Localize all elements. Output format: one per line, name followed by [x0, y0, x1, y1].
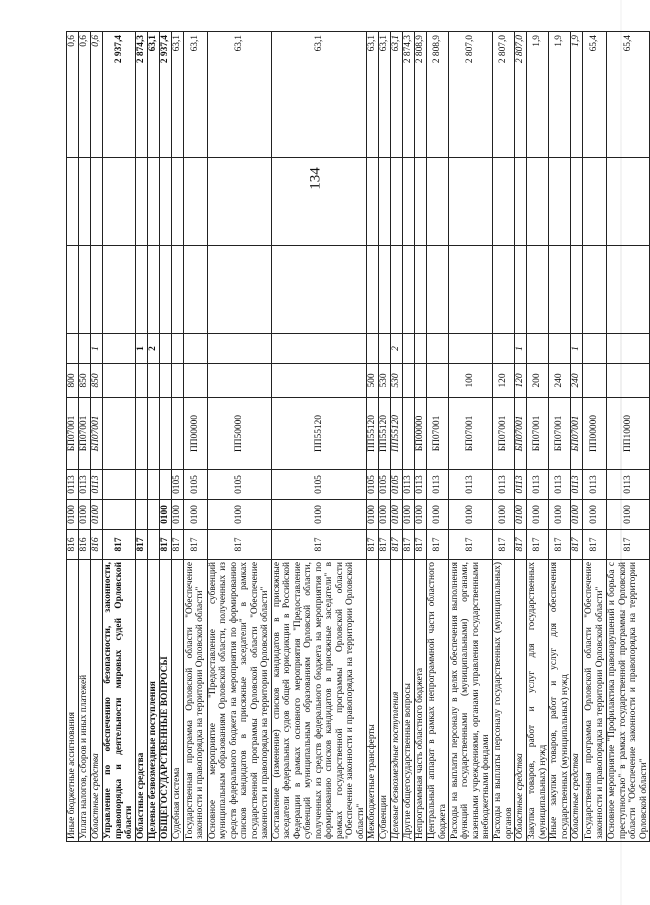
amount-cell: 2 807,0	[493, 32, 515, 158]
expense-type-cell: 240	[571, 364, 583, 398]
table-body	[67, 32, 650, 842]
subsection-code-cell: 0113	[515, 470, 527, 500]
table-row	[493, 32, 515, 842]
ministry-code-cell: 817	[427, 530, 449, 560]
amount-cell: 63,1	[171, 32, 183, 158]
row-name-cell: ОБЩЕГОСУДАРСТВЕННЫЕ ВОПРОСЫ	[159, 560, 171, 842]
target-article-cell: ПП00000	[183, 398, 207, 470]
row-name-cell: Государственная программа Орловской области "Обеспечение законности и правопорядка на территории Орловской области"	[583, 560, 607, 842]
expense-type-cell	[147, 364, 159, 398]
empty-col-2-cell	[79, 158, 91, 246]
empty-col-2-cell	[207, 158, 271, 246]
expense-type-cell: 530	[391, 364, 403, 398]
table-row	[103, 32, 136, 842]
funding-source-cell	[207, 334, 271, 364]
target-article-cell	[159, 398, 171, 470]
empty-col-1-cell	[415, 246, 427, 334]
section-code-cell: 0100	[367, 500, 379, 530]
funding-source-cell: 1	[515, 334, 527, 364]
ministry-code-cell: 817	[367, 530, 379, 560]
funding-source-cell	[367, 334, 379, 364]
table-row	[607, 32, 650, 842]
ministry-code-cell: 817	[271, 530, 367, 560]
expense-type-cell	[607, 364, 650, 398]
empty-col-2-cell	[67, 158, 79, 246]
row-name-cell: Составление (изменение) списков кандидатов в присяжные заседатели федеральных судов общей юрисдикции в Российской Федерации в рамках основного мероприятия "Предоставление субвенций муниципальным образованиям Орловской области, полученных из средств федерального бюджета на мероприятия по формированию списков кандидатов в присяжные заседатели" в рамках государственной программы Орловской области "Обеспечение законности и правопорядка на территории Орловской области"	[271, 560, 367, 842]
expense-type-cell: 120	[493, 364, 515, 398]
expense-type-cell: 100	[449, 364, 493, 398]
amount-cell: 0,6	[91, 32, 103, 158]
section-code-cell: 0100	[91, 500, 103, 530]
amount-cell: 65,4	[607, 32, 650, 158]
table-row	[147, 32, 159, 842]
empty-col-1-cell	[159, 246, 171, 334]
amount-cell: 2 807,0	[515, 32, 527, 158]
target-article-cell: БП07001	[515, 398, 527, 470]
target-article-cell: ПП10000	[607, 398, 650, 470]
expense-type-cell	[171, 364, 183, 398]
ministry-code-cell: 817	[515, 530, 527, 560]
table-row	[515, 32, 527, 842]
empty-col-2-cell	[147, 158, 159, 246]
ministry-code-cell: 816	[79, 530, 91, 560]
ministry-code-cell: 817	[549, 530, 571, 560]
section-code-cell: 0100	[493, 500, 515, 530]
ministry-code-cell: 817	[493, 530, 515, 560]
funding-source-cell	[379, 334, 391, 364]
target-article-cell	[103, 398, 136, 470]
subsection-code-cell	[147, 470, 159, 500]
funding-source-cell: 1	[571, 334, 583, 364]
amount-cell: 0,6	[67, 32, 79, 158]
ministry-code-cell: 817	[403, 530, 415, 560]
funding-source-cell	[493, 334, 515, 364]
target-article-cell: ПП50000	[207, 398, 271, 470]
page-number: 134	[307, 167, 324, 190]
section-code-cell: 0100	[391, 500, 403, 530]
subsection-code-cell: 0105	[367, 470, 379, 500]
empty-col-1-cell	[571, 246, 583, 334]
amount-cell: 2 808,9	[427, 32, 449, 158]
empty-col-2-cell	[391, 158, 403, 246]
target-article-cell	[403, 398, 415, 470]
funding-source-cell	[183, 334, 207, 364]
empty-col-1-cell	[367, 246, 379, 334]
empty-col-2-cell	[515, 158, 527, 246]
ministry-code-cell: 817	[391, 530, 403, 560]
subsection-code-cell: 0105	[391, 470, 403, 500]
funding-source-cell	[607, 334, 650, 364]
empty-col-2-cell	[607, 158, 650, 246]
amount-cell: 1,9	[549, 32, 571, 158]
subsection-code-cell: 0113	[427, 470, 449, 500]
table-row	[271, 32, 367, 842]
empty-col-2-cell	[549, 158, 571, 246]
section-code-cell: 0100	[159, 500, 171, 530]
empty-col-2-cell	[271, 158, 367, 246]
amount-cell: 63,1	[391, 32, 403, 158]
section-code-cell: 0100	[271, 500, 367, 530]
section-code-cell: 0100	[449, 500, 493, 530]
target-article-cell	[147, 398, 159, 470]
section-code-cell: 0100	[79, 500, 91, 530]
subsection-code-cell: 0105	[183, 470, 207, 500]
funding-source-cell	[67, 334, 79, 364]
target-article-cell	[135, 398, 147, 470]
row-name-cell: Иные закупки товаров, работ и услуг для обеспечения государственных (муниципальных) нужд	[549, 560, 571, 842]
table-row	[171, 32, 183, 842]
section-code-cell: 0100	[67, 500, 79, 530]
table-row	[207, 32, 271, 842]
row-name-cell: Целевые безвозмездные поступления	[391, 560, 403, 842]
empty-col-1-cell	[403, 246, 415, 334]
amount-cell: 2 937,4	[103, 32, 136, 158]
rotated-table-container	[66, 32, 649, 842]
empty-col-1-cell	[67, 246, 79, 334]
empty-col-2-cell	[159, 158, 171, 246]
budget-table	[66, 31, 650, 842]
table-row	[527, 32, 549, 842]
table-row	[583, 32, 607, 842]
section-code-cell: 0100	[583, 500, 607, 530]
target-article-cell: БП07001	[527, 398, 549, 470]
expense-type-cell	[271, 364, 367, 398]
section-code-cell: 0100	[415, 500, 427, 530]
empty-col-1-cell	[493, 246, 515, 334]
expense-type-cell	[415, 364, 427, 398]
funding-source-cell	[427, 334, 449, 364]
empty-col-2-cell	[367, 158, 379, 246]
target-article-cell: ПП00000	[583, 398, 607, 470]
section-code-cell: 0100	[171, 500, 183, 530]
empty-col-2-cell	[527, 158, 549, 246]
section-code-cell: 0100	[571, 500, 583, 530]
expense-type-cell: 530	[379, 364, 391, 398]
row-name-cell: Закупка товаров, работ и услуг для государственных (муниципальных) нужд	[527, 560, 549, 842]
amount-cell: 2 937,4	[159, 32, 171, 158]
empty-col-1-cell	[379, 246, 391, 334]
subsection-code-cell	[159, 470, 171, 500]
amount-cell: 63,1	[147, 32, 159, 158]
expense-type-cell	[427, 364, 449, 398]
empty-col-2-cell	[135, 158, 147, 246]
row-name-cell: Основное мероприятие "Профилактика правонарушений и борьба с преступностью" в рамках государственной программы Орловской области "Обеспечение законности и правопорядка на территории Орловской области"	[607, 560, 650, 842]
subsection-code-cell: 0113	[607, 470, 650, 500]
expense-type-cell	[183, 364, 207, 398]
amount-cell: 63,1	[207, 32, 271, 158]
subsection-code-cell: 0113	[583, 470, 607, 500]
empty-col-1-cell	[91, 246, 103, 334]
expense-type-cell	[159, 364, 171, 398]
ministry-code-cell: 817	[171, 530, 183, 560]
funding-source-cell	[103, 334, 136, 364]
funding-source-cell: 2	[147, 334, 159, 364]
expense-type-cell	[135, 364, 147, 398]
target-article-cell: ПП55120	[367, 398, 379, 470]
empty-col-1-cell	[583, 246, 607, 334]
subsection-code-cell: 0113	[415, 470, 427, 500]
empty-col-1-cell	[527, 246, 549, 334]
table-row	[135, 32, 147, 842]
section-code-cell: 0100	[183, 500, 207, 530]
row-name-cell: Уплата налогов, сборов и иных платежей	[79, 560, 91, 842]
empty-col-2-cell	[583, 158, 607, 246]
empty-col-2-cell	[379, 158, 391, 246]
ministry-code-cell: 816	[91, 530, 103, 560]
target-article-cell: ПП55120	[391, 398, 403, 470]
table-row	[391, 32, 403, 842]
amount-cell: 63,1	[367, 32, 379, 158]
empty-col-1-cell	[207, 246, 271, 334]
funding-source-cell	[583, 334, 607, 364]
funding-source-cell: 1	[91, 334, 103, 364]
ministry-code-cell: 817	[571, 530, 583, 560]
expense-type-cell	[103, 364, 136, 398]
amount-cell: 1,9	[527, 32, 549, 158]
table-row	[91, 32, 103, 842]
expense-type-cell	[207, 364, 271, 398]
amount-cell: 2 874,3	[403, 32, 415, 158]
target-article-cell: ПП55120	[271, 398, 367, 470]
expense-type-cell	[403, 364, 415, 398]
funding-source-cell	[549, 334, 571, 364]
empty-col-1-cell	[79, 246, 91, 334]
expense-type-cell: 500	[367, 364, 379, 398]
expense-type-cell: 850	[79, 364, 91, 398]
row-name-cell: Непрограммная часть областного бюджета	[415, 560, 427, 842]
empty-col-2-cell	[103, 158, 136, 246]
empty-col-1-cell	[449, 246, 493, 334]
table-row	[67, 32, 79, 842]
row-name-cell: Областные средства	[571, 560, 583, 842]
row-name-cell: Расходы на выплаты персоналу в целях обеспечения выполнения функций государственными (муниципальными) органами, казенными учреждениями, органами управления государственными внебюджетными фондами	[449, 560, 493, 842]
empty-col-2-cell	[403, 158, 415, 246]
empty-col-2-cell	[183, 158, 207, 246]
amount-cell: 63,1	[271, 32, 367, 158]
section-code-cell: 0100	[207, 500, 271, 530]
empty-col-1-cell	[391, 246, 403, 334]
empty-col-1-cell	[515, 246, 527, 334]
ministry-code-cell: 817	[583, 530, 607, 560]
target-article-cell: БП07001	[67, 398, 79, 470]
ministry-code-cell: 817	[379, 530, 391, 560]
amount-cell: 63,1	[183, 32, 207, 158]
table-row	[549, 32, 571, 842]
funding-source-cell	[271, 334, 367, 364]
subsection-code-cell: 0105	[171, 470, 183, 500]
target-article-cell: БП00000	[415, 398, 427, 470]
empty-col-2-cell	[171, 158, 183, 246]
section-code-cell	[135, 500, 147, 530]
funding-source-cell: 2	[391, 334, 403, 364]
table-row	[403, 32, 415, 842]
empty-col-1-cell	[607, 246, 650, 334]
funding-source-cell	[171, 334, 183, 364]
subsection-code-cell: 0105	[271, 470, 367, 500]
empty-col-1-cell	[147, 246, 159, 334]
funding-source-cell	[415, 334, 427, 364]
empty-col-1-cell	[427, 246, 449, 334]
funding-source-cell: 1	[135, 334, 147, 364]
subsection-code-cell	[135, 470, 147, 500]
ministry-code-cell: 817	[183, 530, 207, 560]
empty-col-2-cell	[91, 158, 103, 246]
table-row	[159, 32, 171, 842]
target-article-cell: БП07001	[91, 398, 103, 470]
table-row	[183, 32, 207, 842]
ministry-code-cell: 817	[527, 530, 549, 560]
empty-col-1-cell	[171, 246, 183, 334]
subsection-code-cell: 0105	[207, 470, 271, 500]
subsection-code-cell: 0113	[493, 470, 515, 500]
table-row	[415, 32, 427, 842]
target-article-cell: БП07001	[79, 398, 91, 470]
section-code-cell: 0100	[527, 500, 549, 530]
row-name-cell: Управление по обеспечению безопасности, законности, правопорядка и деятельности мировых судей Орловской области	[103, 560, 136, 842]
expense-type-cell: 240	[549, 364, 571, 398]
amount-cell: 65,4	[583, 32, 607, 158]
ministry-code-cell: 817	[135, 530, 147, 560]
target-article-cell: БП07001	[493, 398, 515, 470]
expense-type-cell: 800	[67, 364, 79, 398]
table-row	[427, 32, 449, 842]
ministry-code-cell: 817	[159, 530, 171, 560]
row-name-cell: Субвенции	[379, 560, 391, 842]
subsection-code-cell: 0105	[379, 470, 391, 500]
section-code-cell	[103, 500, 136, 530]
row-name-cell: Иные бюджетные ассигнования	[67, 560, 79, 842]
funding-source-cell	[527, 334, 549, 364]
section-code-cell	[147, 500, 159, 530]
row-name-cell: Расходы на выплаты персоналу государственных (муниципальных) органов	[493, 560, 515, 842]
table-row	[367, 32, 379, 842]
ministry-code-cell	[147, 530, 159, 560]
empty-col-2-cell	[415, 158, 427, 246]
empty-col-1-cell	[183, 246, 207, 334]
target-article-cell: БП07001	[449, 398, 493, 470]
empty-col-1-cell	[549, 246, 571, 334]
ministry-code-cell: 817	[103, 530, 136, 560]
amount-cell: 2 807,0	[449, 32, 493, 158]
table-row	[571, 32, 583, 842]
expense-type-cell: 200	[527, 364, 549, 398]
section-code-cell: 0100	[607, 500, 650, 530]
row-name-cell: Целевые безвозмездные поступления	[147, 560, 159, 842]
subsection-code-cell: 0113	[571, 470, 583, 500]
table-row	[449, 32, 493, 842]
funding-source-cell	[403, 334, 415, 364]
expense-type-cell	[583, 364, 607, 398]
subsection-code-cell: 0113	[549, 470, 571, 500]
table-row	[79, 32, 91, 842]
row-name-cell: Судебная система	[171, 560, 183, 842]
amount-cell: 63,1	[379, 32, 391, 158]
subsection-code-cell: 0113	[67, 470, 79, 500]
target-article-cell	[171, 398, 183, 470]
row-name-cell: Другие общегосударственные вопросы	[403, 560, 415, 842]
expense-type-cell: 850	[91, 364, 103, 398]
amount-cell: 2 808,9	[415, 32, 427, 158]
ministry-code-cell: 817	[449, 530, 493, 560]
expense-type-cell: 120	[515, 364, 527, 398]
subsection-code-cell: 0113	[449, 470, 493, 500]
empty-col-1-cell	[135, 246, 147, 334]
subsection-code-cell: 0113	[91, 470, 103, 500]
funding-source-cell	[449, 334, 493, 364]
row-name-cell: Государственная программа Орловской области "Обеспечение законности и правопорядка на территории Орловской области"	[183, 560, 207, 842]
amount-cell: 1,9	[571, 32, 583, 158]
funding-source-cell	[79, 334, 91, 364]
target-article-cell: БП07001	[549, 398, 571, 470]
row-name-cell: Областные средства	[91, 560, 103, 842]
row-name-cell: Основное мероприятие "Предоставление субвенций муниципальным образованиям Орловской области, полученных из средств федерального бюджета на мероприятия по формированию списков кандидатов в присяжные заседатели" в рамках государственной программы Орловской области "Обеспечение законности и правопорядка на территории Орловской области"	[207, 560, 271, 842]
empty-col-2-cell	[427, 158, 449, 246]
amount-cell: 0,6	[79, 32, 91, 158]
row-name-cell: Межбюджетные трансферты	[367, 560, 379, 842]
empty-col-2-cell	[571, 158, 583, 246]
section-code-cell: 0100	[549, 500, 571, 530]
funding-source-cell	[159, 334, 171, 364]
target-article-cell: БП07001	[571, 398, 583, 470]
section-code-cell: 0100	[403, 500, 415, 530]
ministry-code-cell: 817	[207, 530, 271, 560]
subsection-code-cell: 0113	[403, 470, 415, 500]
row-name-cell: Областные средства	[135, 560, 147, 842]
subsection-code-cell: 0113	[527, 470, 549, 500]
ministry-code-cell: 817	[607, 530, 650, 560]
row-name-cell: Центральный аппарат в рамках непрограммной части областного бюджета	[427, 560, 449, 842]
target-article-cell: ПП55120	[379, 398, 391, 470]
subsection-code-cell: 0113	[79, 470, 91, 500]
ministry-code-cell: 817	[415, 530, 427, 560]
section-code-cell: 0100	[515, 500, 527, 530]
empty-col-2-cell	[449, 158, 493, 246]
ministry-code-cell: 816	[67, 530, 79, 560]
target-article-cell: БП07001	[427, 398, 449, 470]
empty-col-1-cell	[103, 246, 136, 334]
section-code-cell: 0100	[427, 500, 449, 530]
table-row	[379, 32, 391, 842]
empty-col-1-cell	[271, 246, 367, 334]
row-name-cell: Областные средства	[515, 560, 527, 842]
amount-cell: 2 874,3	[135, 32, 147, 158]
empty-col-2-cell	[493, 158, 515, 246]
subsection-code-cell	[103, 470, 136, 500]
section-code-cell: 0100	[379, 500, 391, 530]
